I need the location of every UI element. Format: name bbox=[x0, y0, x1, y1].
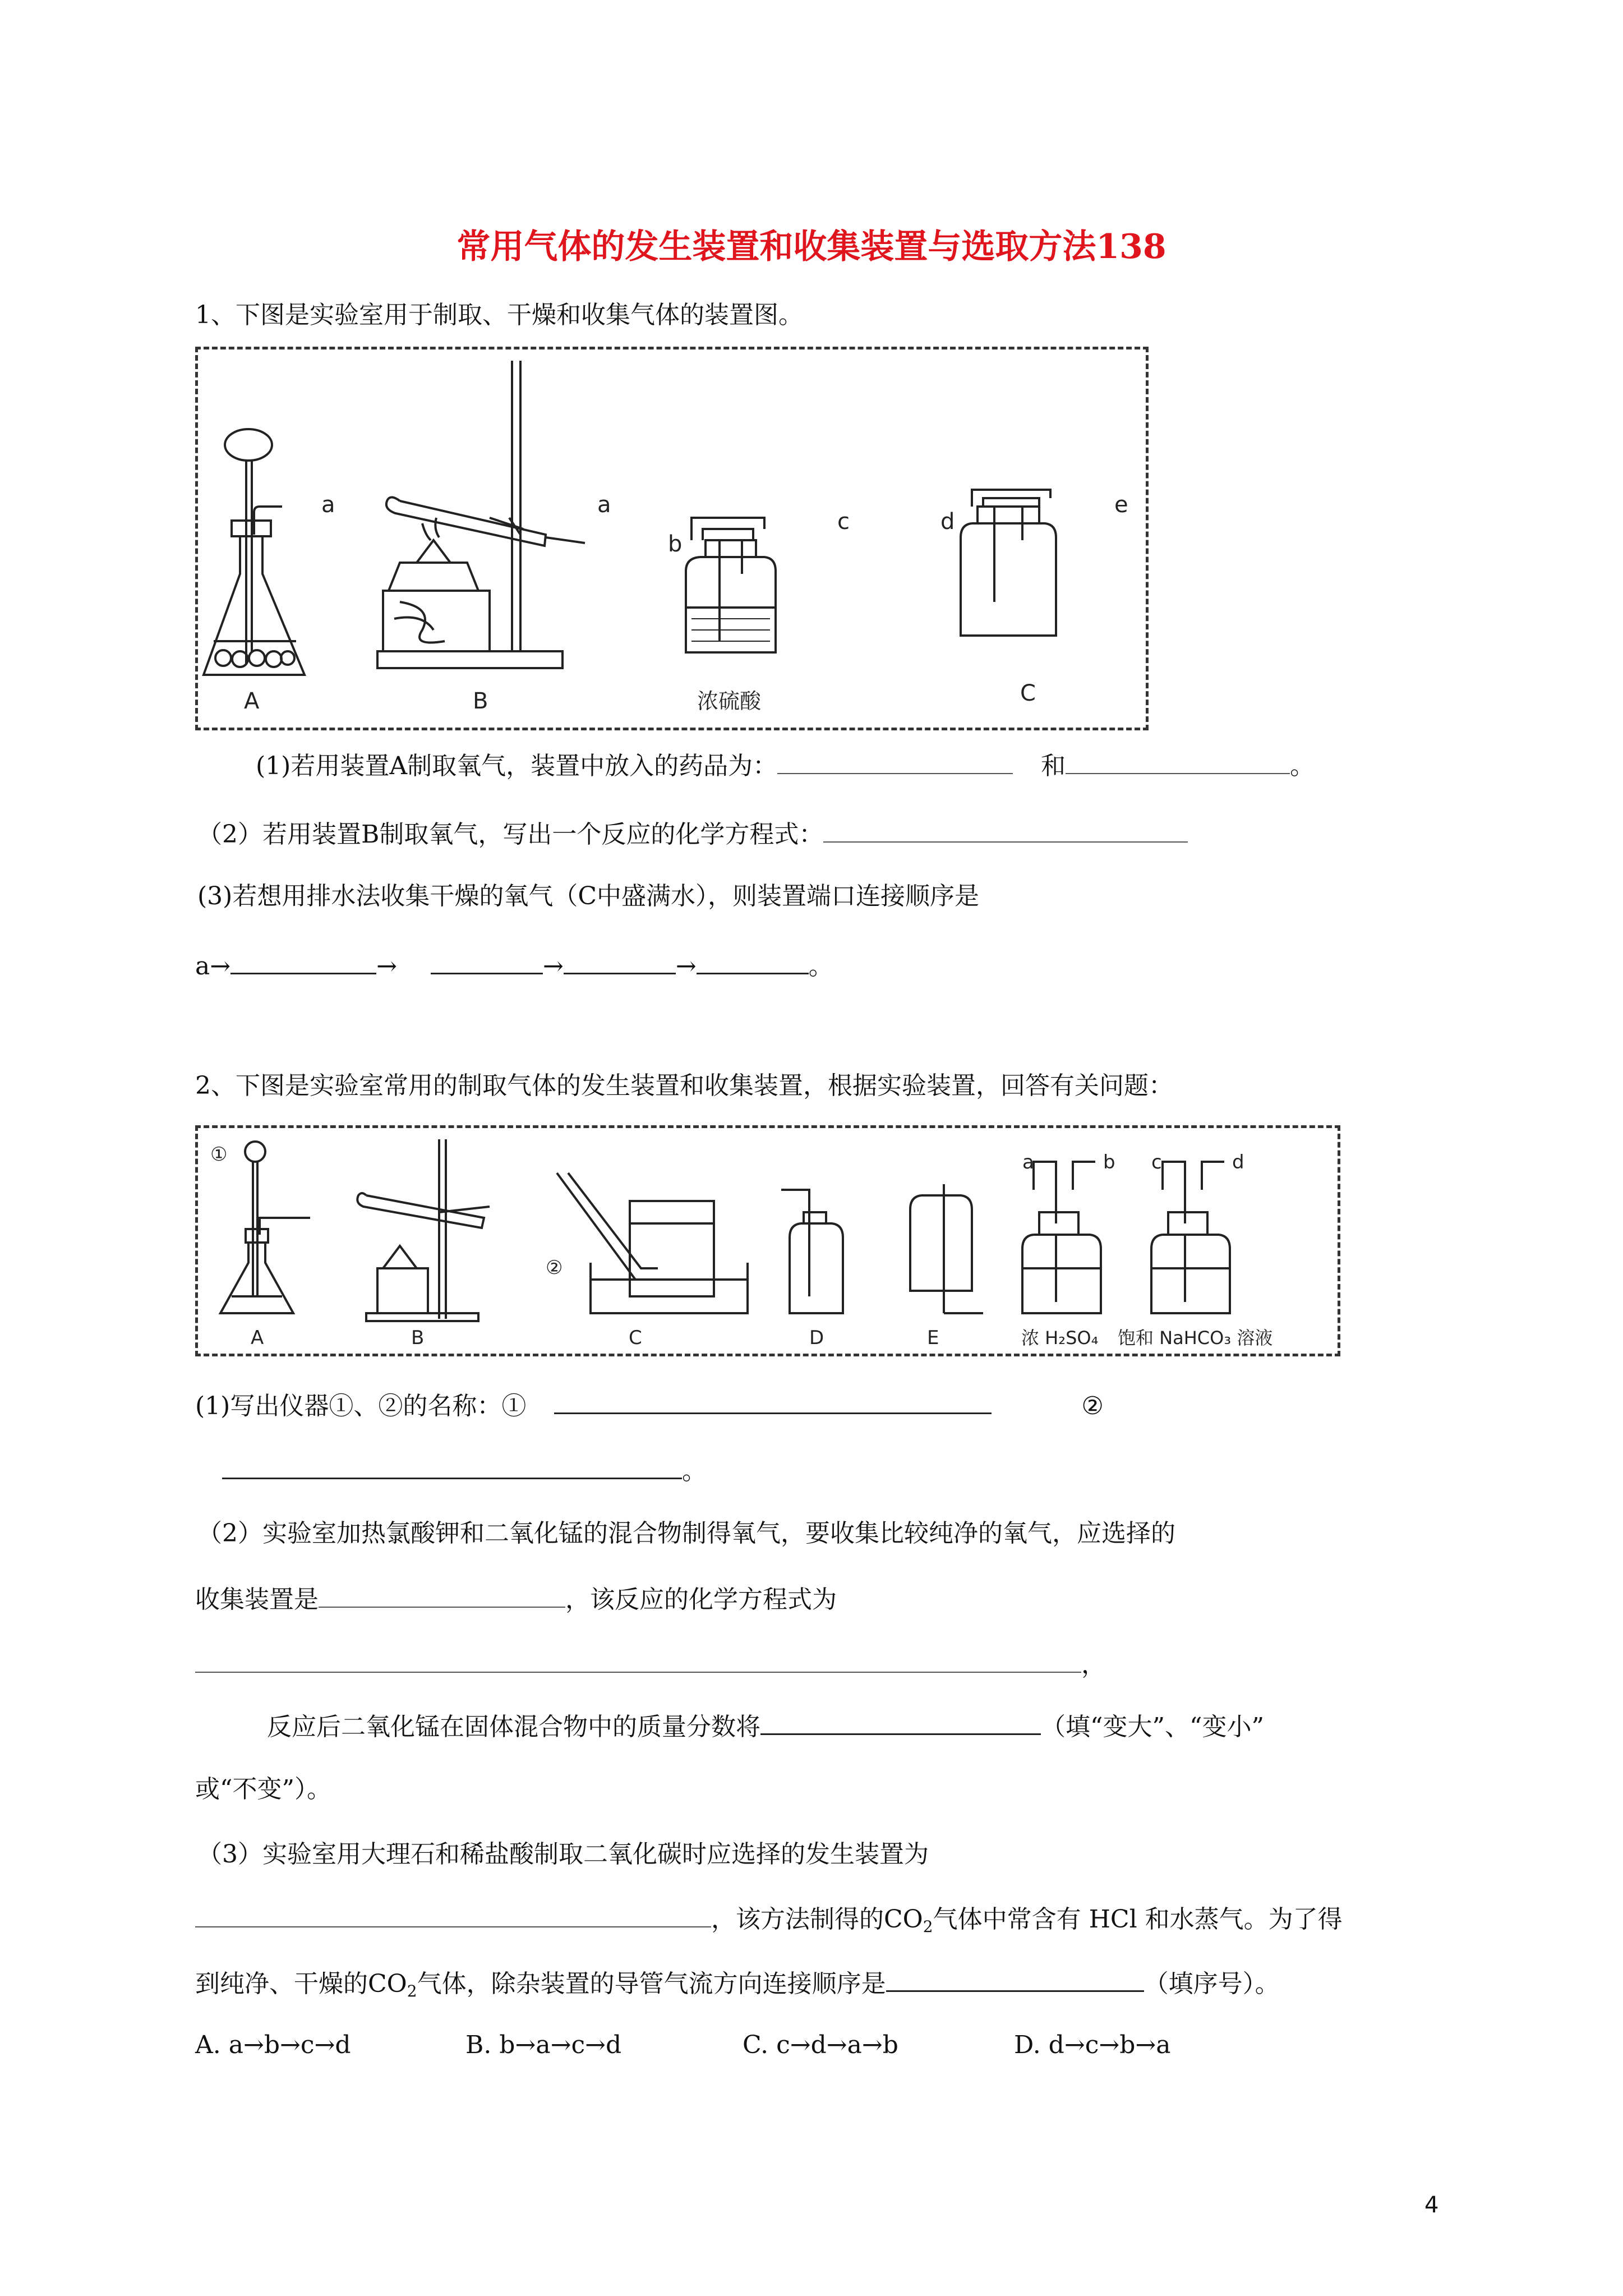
q1-label-a2: a bbox=[597, 492, 611, 518]
q1-seq-blank2[interactable] bbox=[431, 948, 543, 974]
q1-label-acid: 浓硫酸 bbox=[697, 689, 762, 714]
q2-label-a: a bbox=[1022, 1151, 1034, 1174]
q2-label-E: E bbox=[927, 1327, 939, 1349]
q2-part2-line3: ， bbox=[195, 1647, 1106, 1682]
q2-apparatus-a bbox=[220, 1142, 310, 1313]
q2-part2-line1: （2）实验室加热氯酸钾和二氧化锰的混合物制得氧气，要收集比较纯净的氧气，应选择的 bbox=[197, 1519, 1175, 1548]
q1-apparatus-diagram bbox=[198, 349, 1146, 728]
q1-part2: （2）若用装置B制取氧气，写出一个反应的化学方程式： bbox=[197, 817, 1188, 852]
q2-label-right-bottle: 饱和 NaHCO₃ 溶液 bbox=[1118, 1327, 1273, 1349]
q2-apparatus-diagram bbox=[198, 1128, 1338, 1354]
q2-p3-blank1[interactable] bbox=[195, 1902, 711, 1927]
page-title: 常用气体的发生装置和收集装置与选取方法138 bbox=[457, 227, 1166, 266]
q1-label-b: b bbox=[668, 531, 683, 557]
q1-apparatus-b bbox=[377, 361, 585, 668]
q2-label-C: C bbox=[629, 1327, 642, 1349]
q1-stem: 1、下图是实验室用于制取、干燥和收集气体的装置图。 bbox=[195, 301, 803, 329]
q2-option-c[interactable]: C. c→d→a→b bbox=[743, 2031, 898, 2059]
q1-label-C: C bbox=[1020, 680, 1036, 706]
q1-label-e: e bbox=[1114, 492, 1128, 518]
q2-apparatus-c bbox=[557, 1173, 748, 1313]
q2-option-d[interactable]: D. d→c→b→a bbox=[1014, 2031, 1171, 2059]
q2-label-n1: ① bbox=[210, 1143, 228, 1166]
q1-label-c: c bbox=[837, 509, 850, 535]
q2-label-c: c bbox=[1151, 1151, 1162, 1174]
q1-seq-blank1[interactable] bbox=[230, 948, 376, 974]
q2-p2-blank3[interactable] bbox=[760, 1709, 1041, 1735]
q2-part2-line4: 反应后二氧化锰在固体混合物中的质量分数将 （填“变大”、“变小” bbox=[267, 1709, 1264, 1744]
q2-part1: (1)写出仪器①、②的名称：① ② bbox=[195, 1388, 1104, 1423]
q2-part3-line3: 到纯净、干燥的$CO_2$气体，除杂装置的导管气流方向连接顺序是 （填序号）。 bbox=[195, 1966, 1280, 2008]
q1-seq-blank3[interactable] bbox=[564, 948, 676, 974]
q1-part3: (3)若想用排水法收集干燥的氧气（C中盛满水），则装置端口连接顺序是 bbox=[197, 882, 979, 910]
page-number: 4 bbox=[1424, 2192, 1439, 2218]
q2-part3-line2: ，该方法制得的$CO_2$气体中常含有 HCl 和水蒸气。为了得 bbox=[195, 1902, 1343, 1944]
q2-stem: 2、下图是实验室常用的制取气体的发生装置和收集装置，根据实验装置，回答有关问题： bbox=[195, 1071, 1173, 1100]
q2-part3-line1: （3）实验室用大理石和稀盐酸制取二氧化碳时应选择的发生装置为 bbox=[197, 1840, 929, 1869]
q1-label-A: A bbox=[244, 688, 260, 714]
q2-label-d: d bbox=[1232, 1151, 1244, 1174]
q2-p1-blank1[interactable] bbox=[554, 1388, 992, 1414]
q2-apparatus-b bbox=[357, 1139, 490, 1321]
q1-p1-blank2[interactable] bbox=[1066, 748, 1290, 774]
q1-label-B: B bbox=[473, 688, 488, 714]
q1-figure-box bbox=[195, 347, 1149, 730]
q2-part2-line2: 收集装置是 ，该反应的化学方程式为 bbox=[195, 1582, 837, 1617]
q1-seq-blank4[interactable] bbox=[697, 948, 809, 974]
q2-label-D: D bbox=[809, 1327, 824, 1349]
q2-p1-blank2[interactable] bbox=[222, 1453, 682, 1479]
q2-label-b: b bbox=[1103, 1151, 1115, 1174]
q2-label-n2: ② bbox=[546, 1257, 563, 1279]
q1-part1: (1)若用装置A制取氧气，装置中放入的药品为： 和 。 bbox=[256, 748, 1315, 783]
q2-p2-blank2[interactable] bbox=[195, 1647, 1081, 1673]
q1-wash-bottle bbox=[686, 518, 776, 652]
q2-label-A: A bbox=[251, 1327, 264, 1349]
q2-label-B: B bbox=[411, 1327, 425, 1349]
q2-apparatus-d bbox=[781, 1190, 843, 1313]
q2-label-left-bottle: 浓 H₂SO₄ bbox=[1021, 1327, 1099, 1349]
q1-p1-blank1[interactable] bbox=[777, 748, 1013, 774]
q2-part2-line5: 或“不变”）。 bbox=[195, 1775, 331, 1803]
q1-part3-sequence: a→ → → → 。 bbox=[195, 948, 833, 983]
q2-part1-cont: 。 bbox=[222, 1453, 707, 1488]
q1-apparatus-a bbox=[204, 429, 305, 675]
q2-figure-box bbox=[195, 1125, 1340, 1356]
q1-label-a1: a bbox=[321, 492, 335, 518]
q1-apparatus-c bbox=[961, 490, 1056, 636]
q2-option-a[interactable]: A. a→b→c→d bbox=[195, 2031, 351, 2059]
q1-label-d: d bbox=[940, 509, 955, 535]
q2-wash-bottle-right bbox=[1151, 1162, 1230, 1313]
q2-option-b[interactable]: B. b→a→c→d bbox=[465, 2031, 622, 2059]
q2-wash-bottle-left bbox=[1022, 1162, 1101, 1313]
q2-p3-blank2[interactable] bbox=[886, 1966, 1144, 1992]
q2-apparatus-e bbox=[910, 1184, 983, 1313]
q1-p2-blank[interactable] bbox=[823, 817, 1188, 843]
q2-p2-blank1[interactable] bbox=[319, 1582, 565, 1608]
